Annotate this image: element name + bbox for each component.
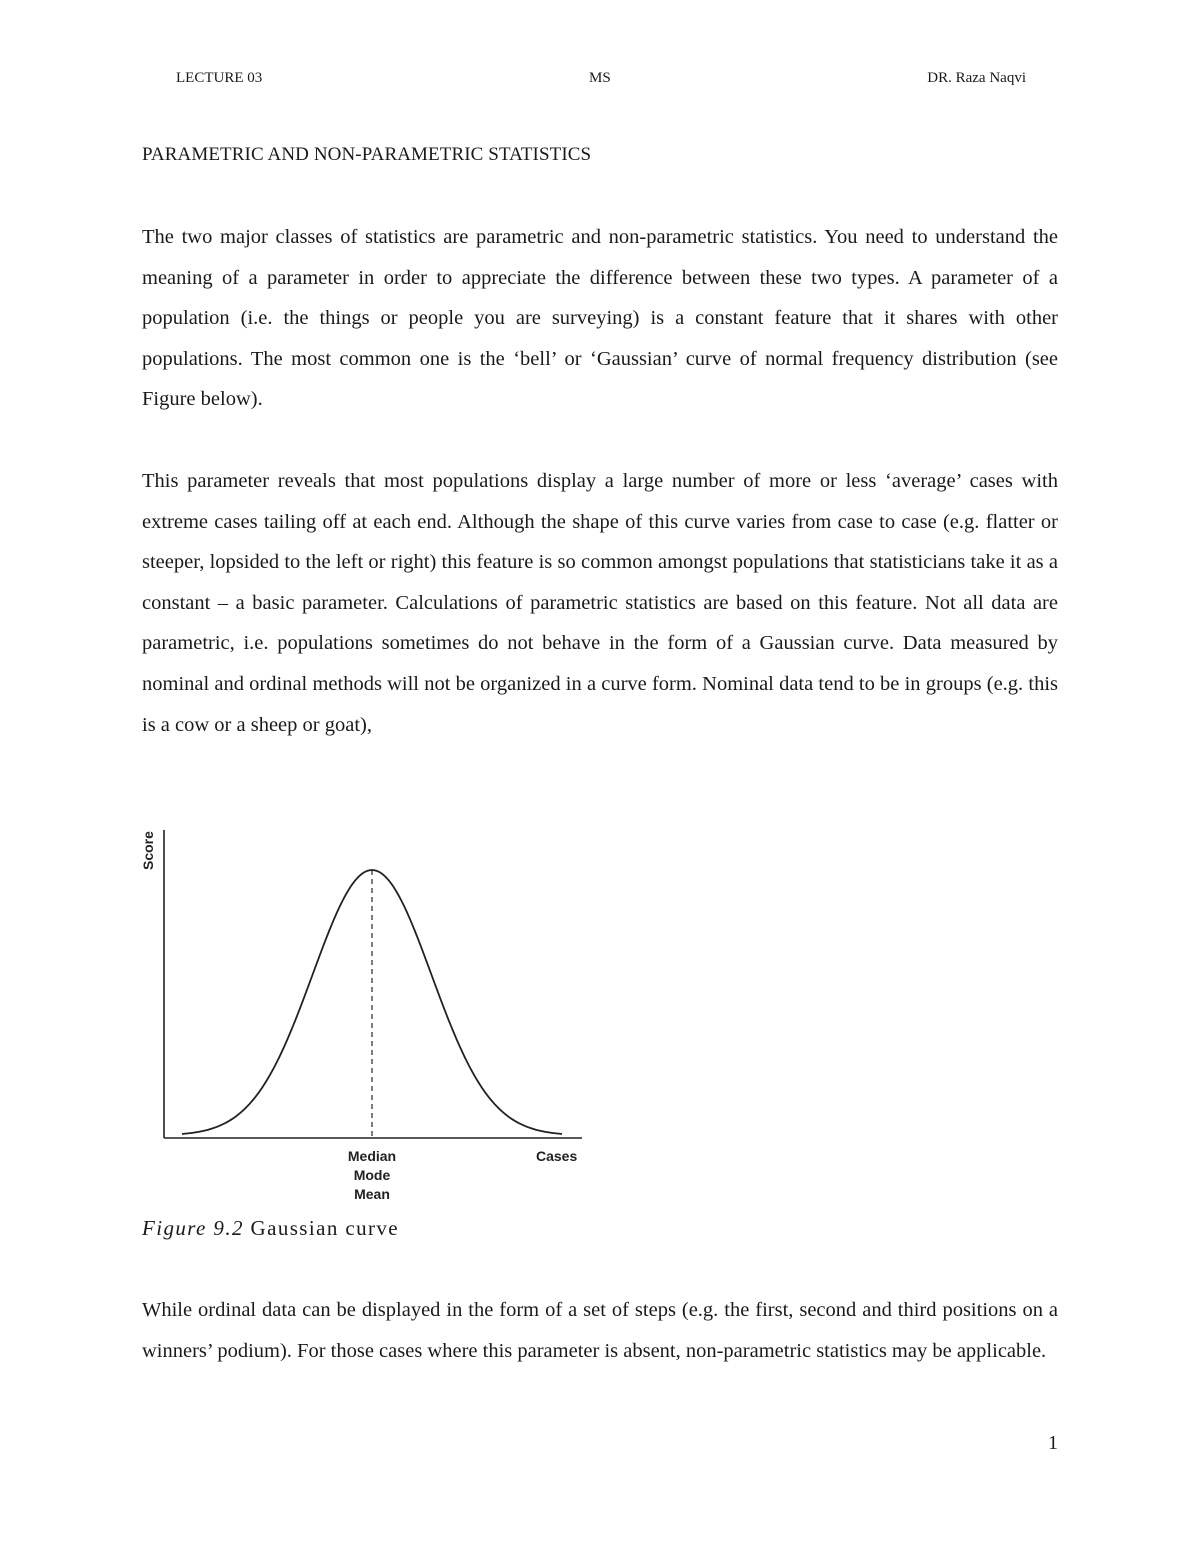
mean-label: Mean: [354, 1186, 390, 1202]
header-course: MS: [589, 70, 611, 86]
paragraph-intro: The two major classes of statistics are parametric and non-parametric statistics. You need to understand the meaning of a parameter in order to appreciate the difference between these two types. A parameter of a population (i.e. the things or people you are surveying) is a constant feature that it shares with other populations. The most common one is the ‘bell’ or ‘Gaussian’ curve of normal frequency distribution (see Figure below).: [142, 226, 1058, 411]
mode-label: Mode: [353, 1167, 391, 1183]
gaussian-figure: [132, 822, 592, 1212]
x-axis-label: Cases: [536, 1148, 578, 1164]
paragraph-parameter: This parameter reveals that most populations display a large number of more or less ‘average’ cases with extreme cases tailing off at each end. Although the shape of this curve varies from case to case (e.g. flatter or steeper, lopsided to the left or right) this feature is so common amongst populations that statisticians take it as a constant – a basic parameter. Calculations of parametric statistics are based on this feature. Not all data are parametric, i.e. populations sometimes do not behave in the form of a Gaussian curve. Data measured by nominal and ordinal methods will not be organized in a curve form. Nominal data tend to be in groups (e.g. this is a cow or a sheep or goat),: [142, 470, 1058, 736]
page-number: 1: [1048, 1432, 1058, 1454]
median-label: Median: [347, 1148, 397, 1164]
paragraph-ordinal: While ordinal data can be displayed in the form of a set of steps (e.g. the first, second and third positions on a winners’ podium). For those cases where this parameter is absent, non-parametric statistics may be applicable.: [142, 1299, 1058, 1362]
caption-number: Figure 9.2: [142, 1216, 244, 1240]
header-lecture: LECTURE 03: [176, 70, 263, 86]
figure-caption: [142, 1216, 399, 1241]
gaussian-chart: [132, 822, 592, 1212]
y-axis-label: Score: [140, 831, 156, 870]
section-title: PARAMETRIC AND NON-PARAMETRIC STATISTICS: [142, 144, 592, 165]
header-author: DR. Raza Naqvi: [927, 70, 1026, 86]
caption-text: Gaussian curve: [250, 1216, 400, 1240]
page-header: [176, 70, 1026, 90]
